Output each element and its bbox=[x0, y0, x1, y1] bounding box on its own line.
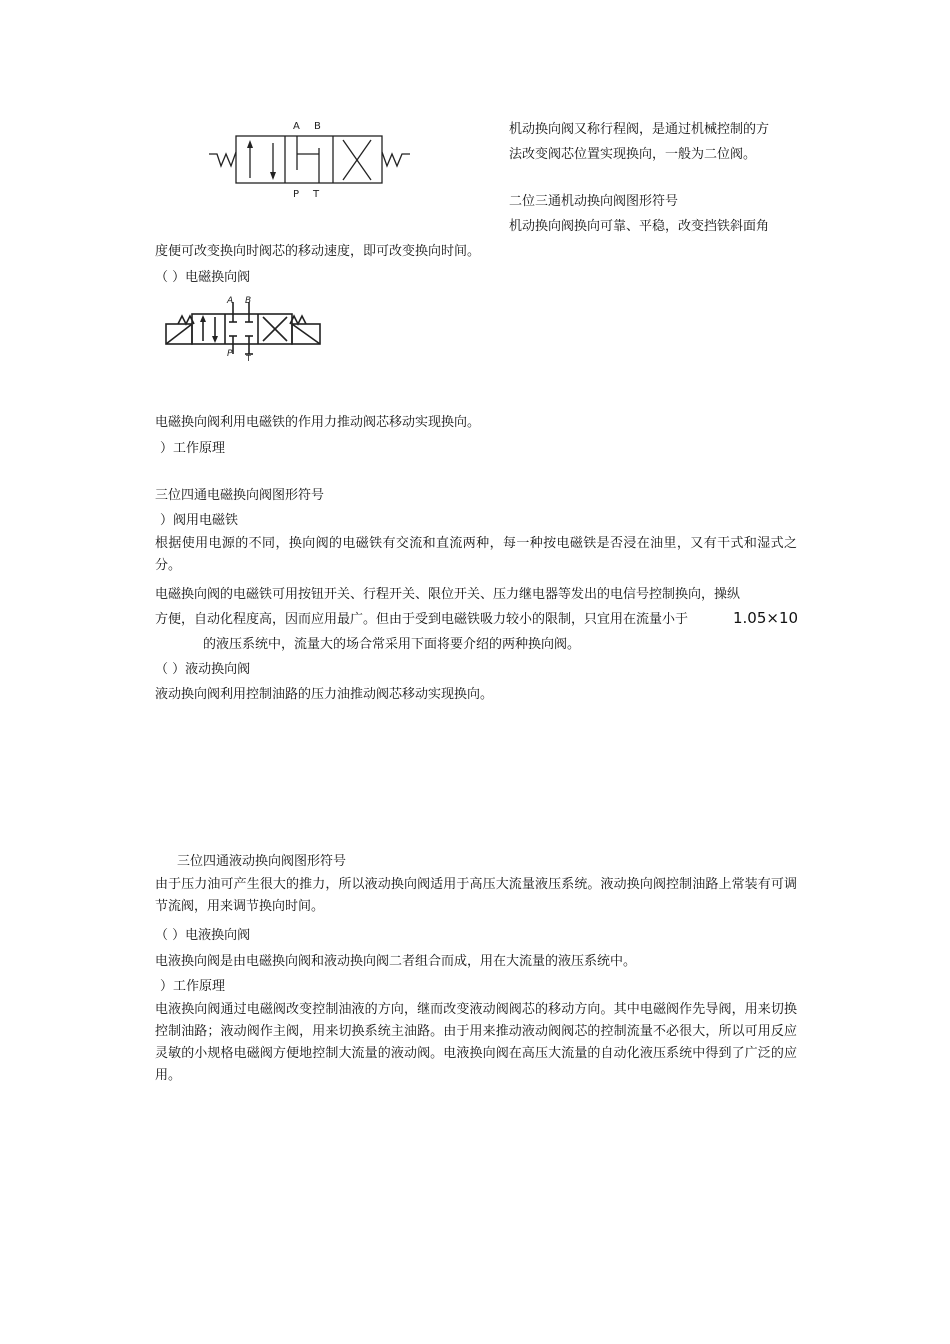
mech-desc-line3: 机动换向阀换向可靠、平稳，改变挡铁斜面角 bbox=[509, 219, 770, 234]
solenoid-principle-heading: ）工作原理 bbox=[160, 441, 226, 456]
solenoid-para-control-line1: 电磁换向阀的电磁铁可用按钮开关、行程开关、限位开关、压力继电器等发出的电信号控制换向，操纵 bbox=[155, 587, 741, 602]
solenoid-desc: 电磁换向阀利用电磁铁的作用力推动阀芯移动实现换向。 bbox=[155, 415, 481, 430]
mechanical-valve-symbol bbox=[205, 118, 420, 200]
mech-port-p-label: P bbox=[293, 189, 300, 200]
electro-hydraulic-para: 电液换向阀通过电磁阀改变控制油液的方向，继而改变液动阀阀芯的移动方向。其中电磁阀作先导阀，用来切换控制油路；液动阀作主阀，用来切换系统主油路。由于用来推动液动阀阀芯的控制流量不必很大，所以可用反应灵敏的小规格电磁阀方便地控制大流量的液动阀。电液换向阀在高压大流量的自动化液压系统中得到了广泛的应用。 bbox=[155, 1002, 797, 1083]
mech-desc-line4: 度便可改变换向时阀芯的移动速度，即可改变换向时间。 bbox=[155, 244, 481, 259]
mech-port-b-label: B bbox=[314, 121, 321, 132]
solenoid-electromagnet-heading: ）阀用电磁铁 bbox=[160, 513, 239, 528]
solenoid-para-power: 根据使用电源的不同，换向阀的电磁铁有交流和直流两种，每一种按电磁铁是否浸在油里，又有干式和湿式之分。 bbox=[155, 536, 797, 573]
mech-port-t-label: T bbox=[313, 189, 320, 200]
solenoid-port-b-label: B bbox=[245, 296, 252, 306]
hydraulic-desc: 液动换向阀利用控制油路的压力油推动阀芯移动实现换向。 bbox=[155, 687, 494, 702]
solenoid-figure-caption: 三位四通电磁换向阀图形符号 bbox=[155, 488, 325, 503]
hydraulic-para: 由于压力油可产生很大的推力，所以液动换向阀适用于高压大流量液压系统。液动换向阀控制油路上常装有可调节流阀，用来调节换向时间。 bbox=[155, 877, 797, 914]
electro-hydraulic-desc: 电液换向阀是由电磁换向阀和液动换向阀二者组合而成，用在大流量的液压系统中。 bbox=[155, 954, 637, 969]
solenoid-port-p-label: P bbox=[227, 349, 233, 359]
solenoid-flow-limit-value: 1.05×10 bbox=[733, 609, 799, 627]
mech-desc-line2: 法改变阀芯位置实现换向，一般为二位阀。 bbox=[509, 147, 757, 162]
solenoid-para-control-line3: 的液压系统中，流量大的场合常采用下面将要介绍的两种换向阀。 bbox=[203, 637, 581, 652]
mech-port-a-label: A bbox=[293, 121, 300, 132]
hydraulic-valve-heading: （ ）液动换向阀 bbox=[155, 662, 251, 677]
electro-hydraulic-principle-heading: ）工作原理 bbox=[160, 979, 226, 994]
solenoid-port-t-label: T bbox=[246, 354, 251, 362]
solenoid-port-a-label: A bbox=[227, 296, 234, 306]
solenoid-valve-heading: （ ）电磁换向阀 bbox=[155, 270, 251, 285]
mech-figure-caption: 二位三通机动换向阀图形符号 bbox=[509, 194, 679, 209]
solenoid-valve-symbol bbox=[163, 294, 325, 362]
hydraulic-figure-caption: 三位四通液动换向阀图形符号 bbox=[177, 854, 347, 869]
electro-hydraulic-valve-heading: （ ）电液换向阀 bbox=[155, 928, 251, 943]
mech-desc-line1: 机动换向阀又称行程阀，是通过机械控制的方 bbox=[509, 122, 770, 137]
solenoid-para-control-line2: 方便，自动化程度高，因而应用最广。但由于受到电磁铁吸力较小的限制，只宜用在流量小于 bbox=[155, 612, 689, 627]
